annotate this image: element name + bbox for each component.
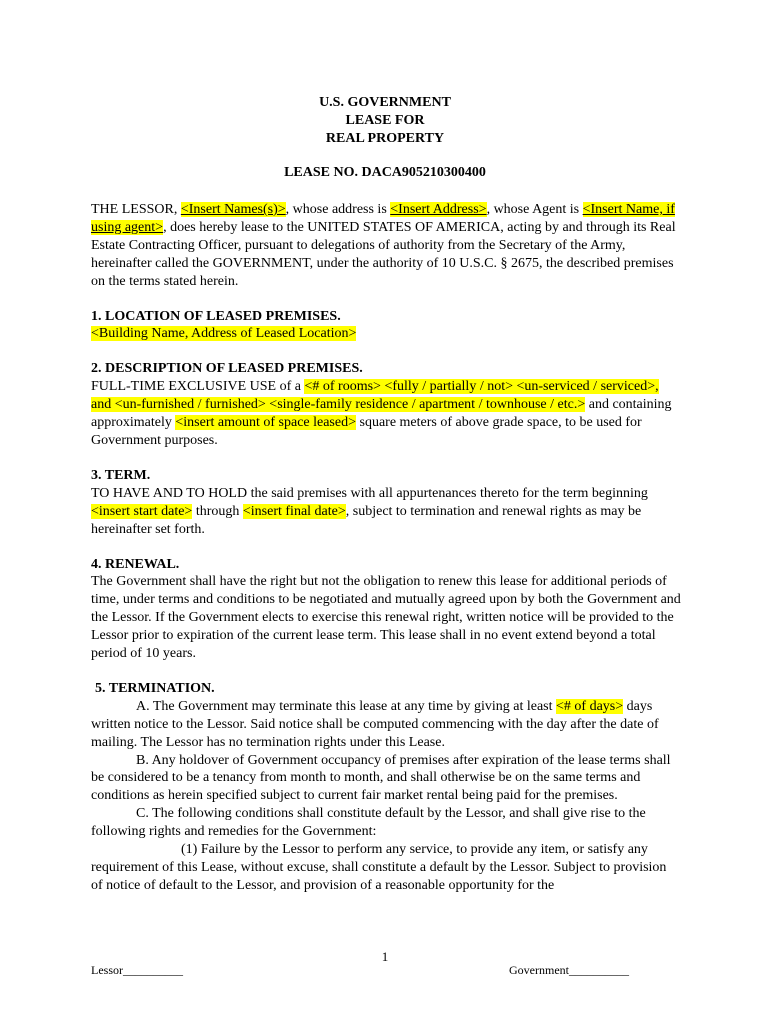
section-5 <box>91 680 681 895</box>
intro-text-2: , whose address is <box>285 202 391 217</box>
lease-number: LEASE NO. DACA905210300400 <box>284 165 486 180</box>
final-date-field: <insert final date> <box>242 503 346 519</box>
title-line-1: U.S. GOVERNMENT <box>319 95 451 110</box>
agent-name-field: <Insert Name, if using agent> <box>91 202 675 235</box>
document-body <box>91 201 681 895</box>
section-3-text-2: through <box>192 503 243 519</box>
space-amount-field: <insert amount of space leased> <box>175 415 356 431</box>
intro-text-4: , does hereby lease to the UNITED STATES OF AMERICA, acting by and through its Real Estate Contracting Officer, pursuant to delegations of authority from the Secretary of the Army, hereinafter called the GOVERNMENT, under the authority of 10 U.S.C. § 2675, the described premises on the terms stated herein. <box>91 219 676 289</box>
section-5-para-c1: (1) Failure by the Lessor to perform any service, to provide any item, or satisfy any requirement of this Lease, without excuse, shall constitute a default by the Lessor. Subject to provision of notice of default to the Lessor, and provision of a reasonable opportunity for the <box>91 842 667 893</box>
section-5-a-text-2: days written notice to the Lessor. Said notice shall be computed commencing with the day after the date of mailing. The Lessor has no termination rights under this Lease. <box>91 698 659 750</box>
intro-text-3: , whose Agent is <box>486 202 583 217</box>
lessor-names-field: <Insert Names(s)> <box>180 202 286 217</box>
title-line-3: REAL PROPERTY <box>325 131 445 146</box>
section-2-text-1: FULL-TIME EXCLUSIVE USE of a <box>91 379 305 395</box>
notice-days-field: <# of days> <box>556 698 624 714</box>
section-4-heading: 4. RENEWAL. <box>91 556 180 572</box>
government-initials-line: Government__________ <box>509 963 629 977</box>
intro-paragraph <box>91 201 681 291</box>
section-3-text-1: TO HAVE AND TO HOLD the said premises with all appurtenances thereto for the term beginning <box>91 485 648 501</box>
section-5-para-b: B. Any holdover of Government occupancy of premises after expiration of the lease terms shall be considered to be a tenancy from month to month, and shall otherwise be on the same terms and conditions as herein specified subject to current fair market rental being paid for the premises. <box>91 752 671 804</box>
leased-location-field: <Building Name, Address of Leased Location> <box>91 326 357 342</box>
section-5-para-a <box>91 698 681 752</box>
start-date-field: <insert start date> <box>91 503 193 519</box>
section-1-heading: 1. LOCATION OF LEASED PREMISES. <box>91 308 341 324</box>
lessor-initials-line: Lessor__________ <box>91 963 183 977</box>
section-2-text-2: and containing approximately <box>91 397 672 431</box>
section-5-heading: 5. TERMINATION. <box>95 680 215 696</box>
section-4-text: The Government shall have the right but not the obligation to renew this lease for additional periods of time, under terms and conditions to be negotiated and mutually agreed upon by both the Government and the Lessor. If the Government elects to exercise this renewal right, written notice will be provided to the Lessor prior to expiration of the current lease term. This lease shall in no event extend beyond a total period of 10 years. <box>91 574 681 662</box>
section-3-text-3: , subject to termination and renewal rights as may be hereinafter set forth. <box>91 503 642 537</box>
premises-description-field: <# of rooms> <fully / partially / not> <un-serviced / serviced>, and <un-furnished / furnished> <single-family residence / apartment / townhouse / etc.> <box>91 379 659 413</box>
section-3-heading: 3. TERM. <box>91 467 151 483</box>
document-title <box>0 94 770 148</box>
lessor-address-field: <Insert Address> <box>390 202 487 217</box>
section-2-text-3: square meters of above grade space, to be used for Government purposes. <box>91 415 642 448</box>
section-5-a-text-1: A. The Government may terminate this lease at any time by giving at least <box>136 698 557 714</box>
title-line-2: LEASE FOR <box>345 113 425 128</box>
section-2-heading: 2. DESCRIPTION OF LEASED PREMISES. <box>91 361 363 377</box>
intro-text-1: THE LESSOR, <box>91 202 181 217</box>
section-5-para-c: C. The following conditions shall constitute default by the Lessor, and shall give rise to the following rights and remedies for the Government: <box>91 806 646 840</box>
page-number: 1 <box>381 949 389 964</box>
